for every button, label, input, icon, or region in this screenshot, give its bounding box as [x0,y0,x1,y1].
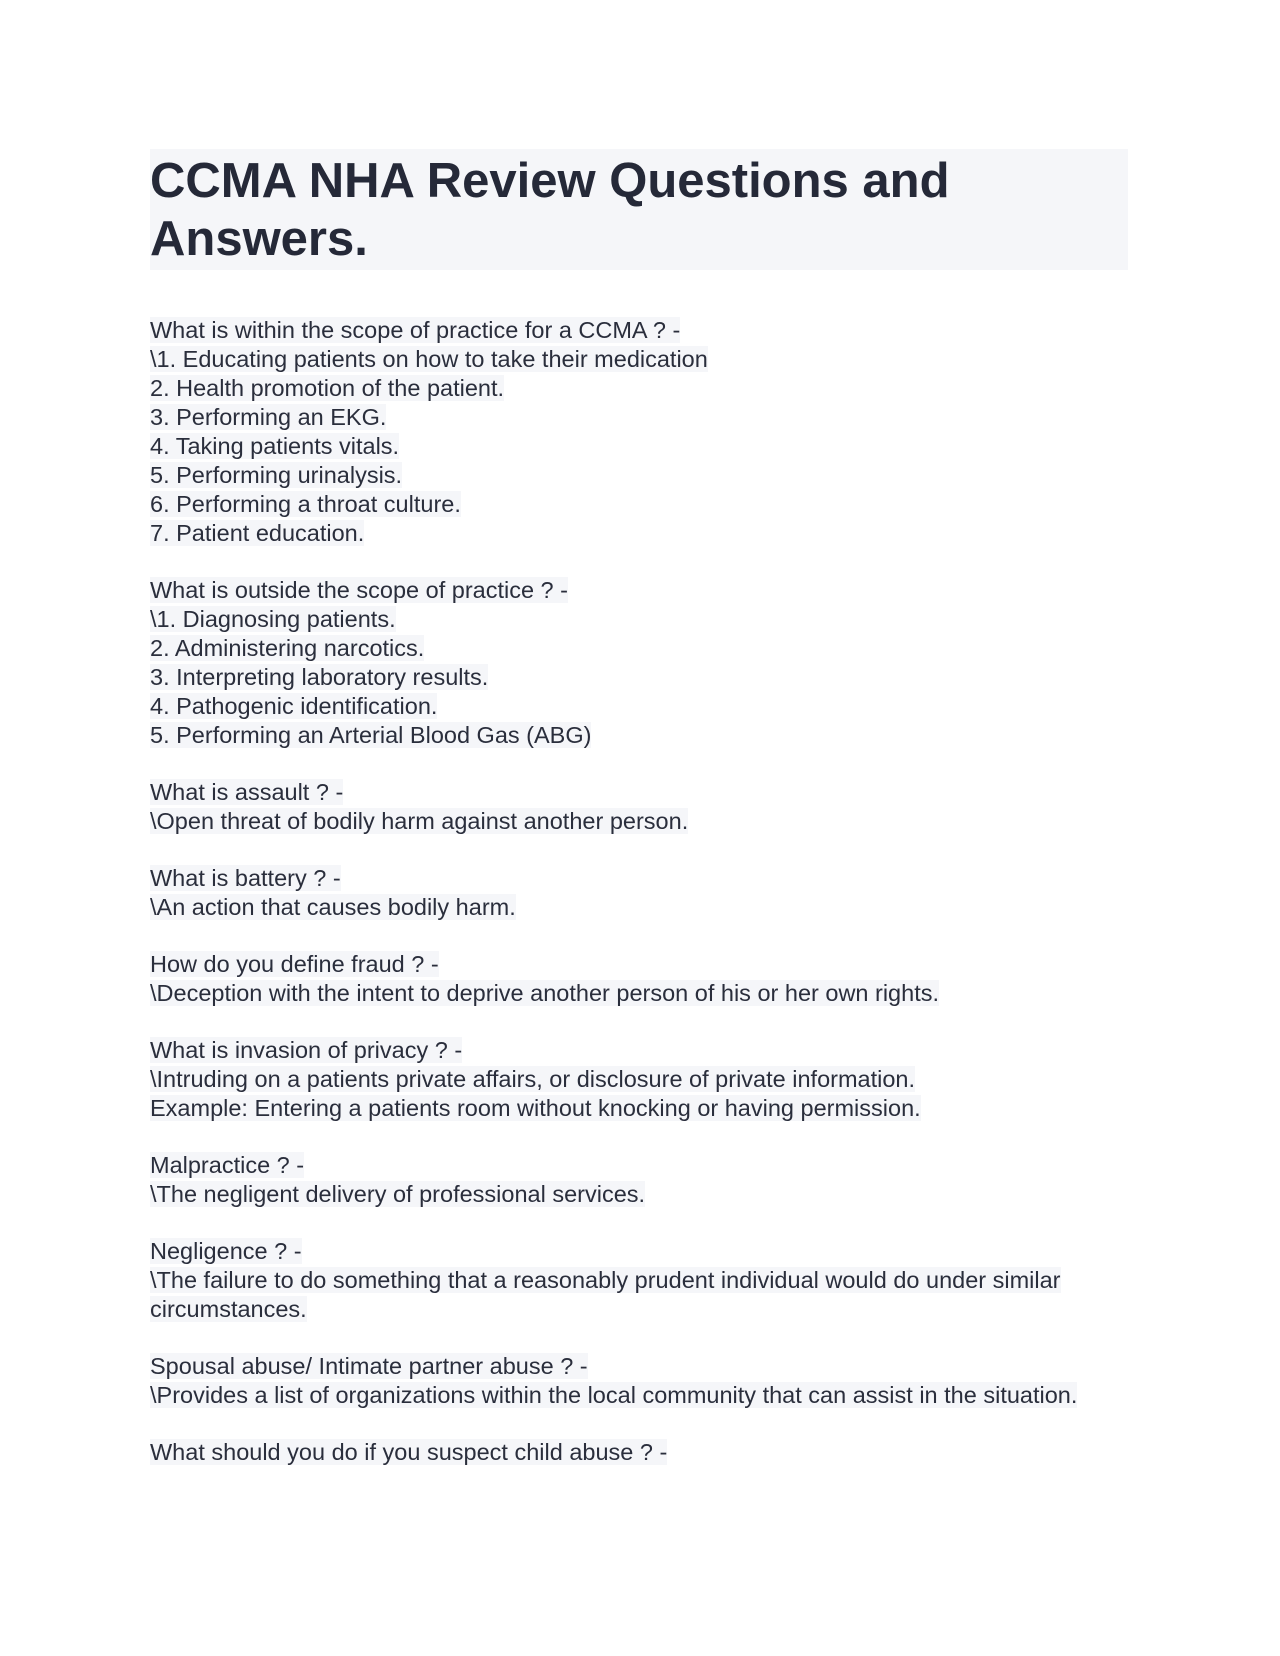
answer-text: 2. Administering narcotics. [150,635,425,661]
answer-line [150,634,1128,663]
question-text: Negligence ? - [150,1238,302,1264]
answer-line [150,345,1128,374]
question-line [150,576,1128,605]
question-line [150,316,1128,345]
answer-line [150,1381,1128,1410]
answer-line [150,663,1128,692]
answer-line [150,403,1128,432]
answer-text: \An action that causes bodily harm. [150,894,516,920]
answer-text: 7. Patient education. [150,520,365,546]
document-page [150,149,1128,1495]
answer-line [150,1094,1128,1123]
answer-line [150,807,1128,836]
answer-text: \The failure to do something that a reasonably prudent individual would do under similar circumstances. [150,1267,1061,1322]
question-line [150,1352,1128,1381]
answer-line [150,692,1128,721]
question-line [150,1151,1128,1180]
answer-text: \The negligent delivery of professional services. [150,1181,646,1207]
qa-item [150,1352,1128,1410]
question-text: What is outside the scope of practice ? - [150,577,568,603]
answer-text: \Deception with the intent to deprive another person of his or her own rights. [150,980,940,1006]
answer-line [150,1266,1128,1324]
question-line [150,950,1128,979]
answer-text: 2. Health promotion of the patient. [150,375,505,401]
answer-text: 6. Performing a throat culture. [150,491,461,517]
answer-text: \1. Educating patients on how to take their medication [150,346,708,372]
question-text: What should you do if you suspect child abuse ? - [150,1439,668,1465]
qa-item [150,778,1128,836]
qa-item [150,1237,1128,1324]
question-line [150,1438,1128,1467]
answer-text: \Open threat of bodily harm against another person. [150,808,689,834]
question-text: Malpractice ? - [150,1152,305,1178]
answer-text: 5. Performing urinalysis. [150,462,403,488]
qa-item [150,1036,1128,1123]
answer-line [150,893,1128,922]
answer-line [150,1180,1128,1209]
qa-item [150,864,1128,922]
answer-text: 3. Interpreting laboratory results. [150,664,489,690]
qa-list [150,316,1128,1467]
qa-item [150,950,1128,1008]
question-text: How do you define fraud ? - [150,951,439,977]
question-line [150,864,1128,893]
answer-text: 3. Performing an EKG. [150,404,387,430]
question-line [150,778,1128,807]
question-text: What is within the scope of practice for a CCMA ? - [150,317,681,343]
answer-line [150,721,1128,750]
answer-line [150,1065,1128,1094]
answer-text: 4. Taking patients vitals. [150,433,400,459]
answer-text: \1. Diagnosing patients. [150,606,396,632]
answer-line [150,374,1128,403]
question-line [150,1036,1128,1065]
answer-text: \Intruding on a patients private affairs, or disclosure of private information. [150,1066,916,1092]
answer-text: \Provides a list of organizations within the local community that can assist in the situation. [150,1382,1078,1408]
qa-item [150,1151,1128,1209]
answer-line [150,519,1128,548]
answer-line [150,979,1128,1008]
question-text: Spousal abuse/ Intimate partner abuse ? - [150,1353,588,1379]
answer-line [150,461,1128,490]
answer-text: Example: Entering a patients room without knocking or having permission. [150,1095,921,1121]
question-text: What is invasion of privacy ? - [150,1037,463,1063]
answer-text: 5. Performing an Arterial Blood Gas (ABG) [150,722,592,748]
qa-item [150,316,1128,548]
answer-text: 4. Pathogenic identification. [150,693,438,719]
question-line [150,1237,1128,1266]
question-text: What is assault ? - [150,779,344,805]
document-title: CCMA NHA Review Questions and Answers. [150,149,1128,270]
question-text: What is battery ? - [150,865,341,891]
answer-line [150,605,1128,634]
qa-item [150,1438,1128,1467]
answer-line [150,432,1128,461]
qa-item [150,576,1128,750]
answer-line [150,490,1128,519]
